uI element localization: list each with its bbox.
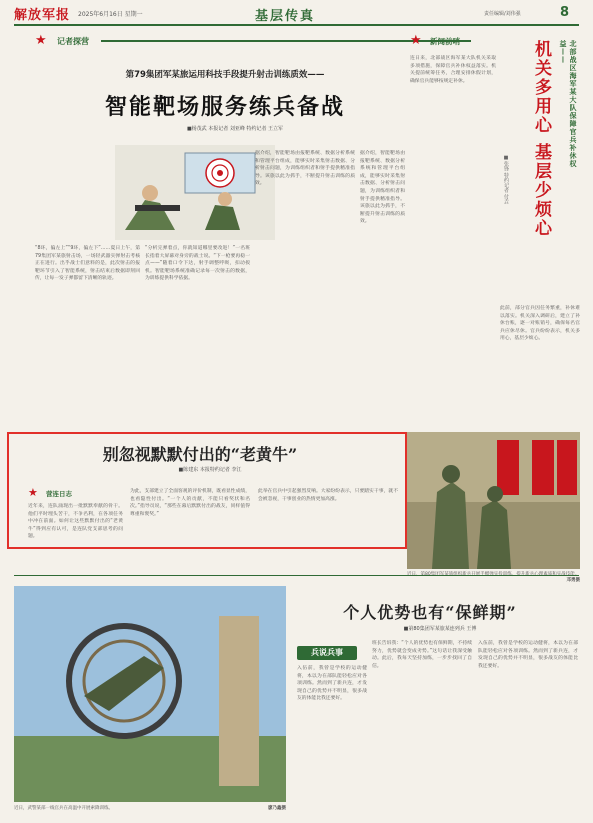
page-number: 8 xyxy=(560,5,570,20)
page-header xyxy=(0,0,593,24)
section-title: 基层传真 xyxy=(255,9,316,24)
bottom-photo-credit: 廖乃鑫摄 xyxy=(268,806,286,811)
bottom-photo-caption-text: 近日，武警某部一线官兵在高温中开展索降训练。 xyxy=(14,806,113,811)
feature-kicker-label: 记者探营 xyxy=(57,37,89,46)
commentary-column-1: 入伍前，我曾是学校的运动健将，本以为在部队能轻松应对各项训练。然而到了新兵连，才发现自己的优势并不明显，很多战友的体能比我还要好。 xyxy=(297,666,367,702)
issue-date: 2025年6月16日 星期一 xyxy=(78,11,143,18)
column-badge: 兵说兵事 xyxy=(297,646,357,660)
news-kicker xyxy=(410,34,580,48)
feature-column-4: 据介绍，智能靶场由报靶系统、数据分析系统和管理平台组成，能够实时采集射击数据、分析射击问题，为训练组织者和射手提供精准指导。该旅以此为抓手，不断提升射击训练的质效。 xyxy=(360,151,405,225)
boxed-byline: ■陈建东 本报特约记者 李江 xyxy=(178,467,242,473)
diary-label: 营连日志 xyxy=(46,490,72,498)
feature-column-2: “分析完弹着点，你就知道哪里要改进！”一名班长指着大屏幕对身旁的战士说。“下一枪要再稳一点——”随着口令下达，射手调整呼吸，扣动扳机。智能靶场系统准确记录每一次射击的数据，为训练提供科学依据。 xyxy=(145,246,250,282)
boxed-column-3: 此举在官兵中引起强烈反响。大家纷纷表示，只要踏实干事，就不会被忽视，干事创业的热情更加高涨。 xyxy=(258,489,398,502)
news-kicker-label: 新闻前哨 xyxy=(430,37,460,46)
boxed-headline: 别忽视默默付出的“老黄牛” xyxy=(102,445,298,464)
commentary-headline: 个人优势也有“保鲜期” xyxy=(343,603,517,622)
news-headline: 机关多用心 基层少烦心 xyxy=(531,40,551,238)
news-subhead: 北部战区海军某大队保障官兵补休权益—— xyxy=(559,40,577,168)
diary-kicker xyxy=(28,487,88,499)
feature-byline: ■杨茂武 本报记者 刘亚峰 特约记者 王立军 xyxy=(186,126,284,132)
feature-headline: 智能靶场服务练兵备战 xyxy=(104,94,345,120)
feature-subhead: 第79集团军某旅运用科技手段提升射击训练质效—— xyxy=(125,70,325,80)
commentary-column-3: 入伍前，我曾是学校的运动健将，本以为在部队能轻松应对各项训练。然而到了新兵连，才发现自己的优势并不明显，很多战友的体能比我还要好。 xyxy=(478,641,578,669)
right-photo-caption xyxy=(407,572,580,584)
section-divider xyxy=(14,575,579,576)
star-icon: ★ xyxy=(410,33,422,48)
commentary-byline: ■第80集团军某旅某连列兵 王博 xyxy=(403,626,477,632)
boxed-column-1: 近年来，连队涌现出一批默默奉献的骨干。他们平时埋头苦干，不争名利，在各项任务中冲在前面。如何让这些默默付出的“老黄牛”得到应有认可，是连队党支部思考的问题。 xyxy=(28,504,123,540)
masthead: 解放军报 xyxy=(14,8,71,23)
boxed-column-2: 为此，支部建立了全面客观的评价机制，既看显性成绩，也看隐性付出。“一个人的贡献，不能只看奖状和名次。”指导员说，“那些在幕后默默付出的战友，同样值得尊重和褒奖。” xyxy=(130,489,250,517)
rappelling-training-photo xyxy=(14,586,286,802)
header-divider xyxy=(14,24,579,26)
commentary-column-2: 班长告诉我：“个人的优势也有保鲜期，不持续努力，优势就会变成劣势。”这句话让我深受触动。此后，我每天坚持加练，一步步找回了自信。 xyxy=(372,641,472,669)
news-column-2: 此前，部分官兵因任务繁重，补休难以落实。机关深入调研后，建立了补休台账，逐一对账销号，确保每名官兵应休尽休。官兵纷纷表示，机关多用心，基层少烦心。 xyxy=(500,306,580,342)
news-column-1: 连日来，北部战区海军某大队机关采取多项措施，保障官兵补休权益落实。机关提前统筹任务，合理安排休假计划，确保官兵能够按规定补休。 xyxy=(410,56,496,84)
feature-column-1: “8环，偏左上”“9环，偏左下”……夏日上午，第79集团军某旅射击场，一场轻武器实弹射击考核正在进行。出乎战士们意料的是，此次射击的报靶环节引入了智能系统，射击结束后数据即刻回传，让每一发子弹都留下清晰的轨迹。 xyxy=(35,246,140,282)
star-icon: ★ xyxy=(28,486,38,499)
shooting-range-illustration xyxy=(115,145,275,240)
feature-column-3: 据介绍，智能靶场由报靶系统、数据分析系统和管理平台组成，能够实时采集射击数据、分析射击问题，为训练组织者和射手提供精准指导。该旅以此为抓手，不断提升射击训练的质效。 xyxy=(255,151,355,187)
news-byline: ■张锋 特约记者 付垚 xyxy=(503,155,509,205)
right-photo-credit: 邓勇摄 xyxy=(566,578,580,583)
bottom-photo-caption xyxy=(14,805,286,811)
soldiers-training-photo xyxy=(407,432,580,569)
star-icon: ★ xyxy=(35,33,47,48)
editor-credit: 责任编辑/刘伟强 xyxy=(484,11,521,17)
feature-kicker xyxy=(35,34,125,48)
